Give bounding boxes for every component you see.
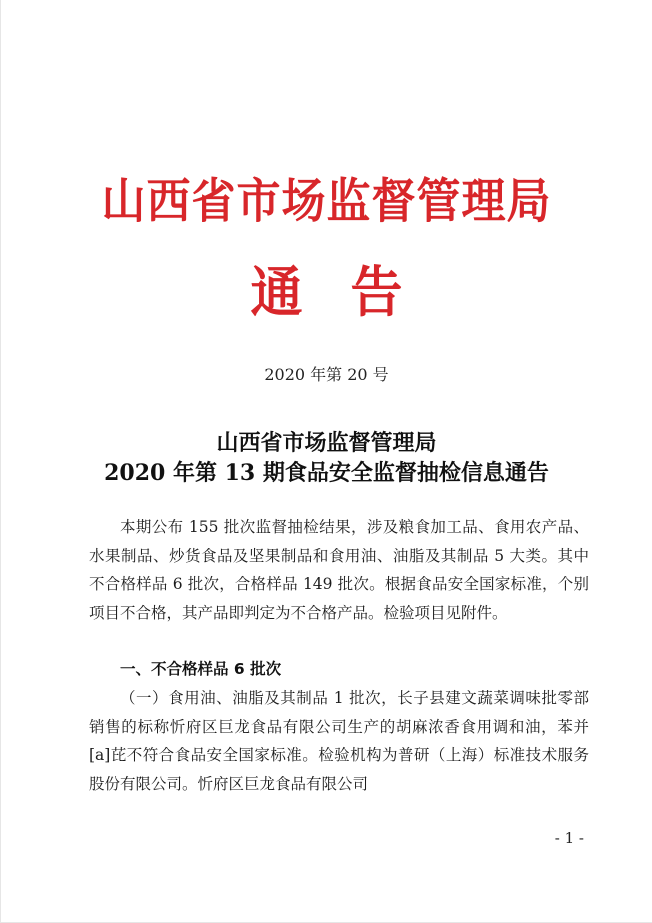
section-heading-1: 一、不合格样品 6 批次: [120, 660, 282, 678]
document-number: 2020 年第 20 号: [264, 365, 389, 384]
notice-header: 通告: [250, 260, 451, 325]
body-paragraph-1: 本期公布 155 批次监督抽检结果，涉及粮食加工品、食用农产品、水果制品、炒货食品及坚果制品和食用油、油脂及其制品 5 大类。其中不合格样品 6 批次，合格样品 149 批次。根据食品安全国家标准，个别项目不合格，其产品即判定为不合格产品。检验项目见附件。: [89, 518, 589, 622]
title-line-2: 2020 年第 13 期食品安全监督抽检信息通告: [104, 460, 549, 486]
agency-header: 山西省市场监督管理局: [101, 174, 552, 230]
title-line-1: 山西省市场监督管理局: [216, 430, 437, 456]
page-number: - 1 -: [554, 829, 584, 847]
body-paragraph-2: （一）食用油、油脂及其制品 1 批次，长子县建文蔬菜调味批零部销售的标称忻府区巨龙食品有限公司生产的胡麻浓香食用调和油，苯并[a]芘不符合食品安全国家标准。检验机构为普研（上海）标准技术服务股份有限公司。忻府区巨龙食品有限公司: [89, 689, 589, 793]
